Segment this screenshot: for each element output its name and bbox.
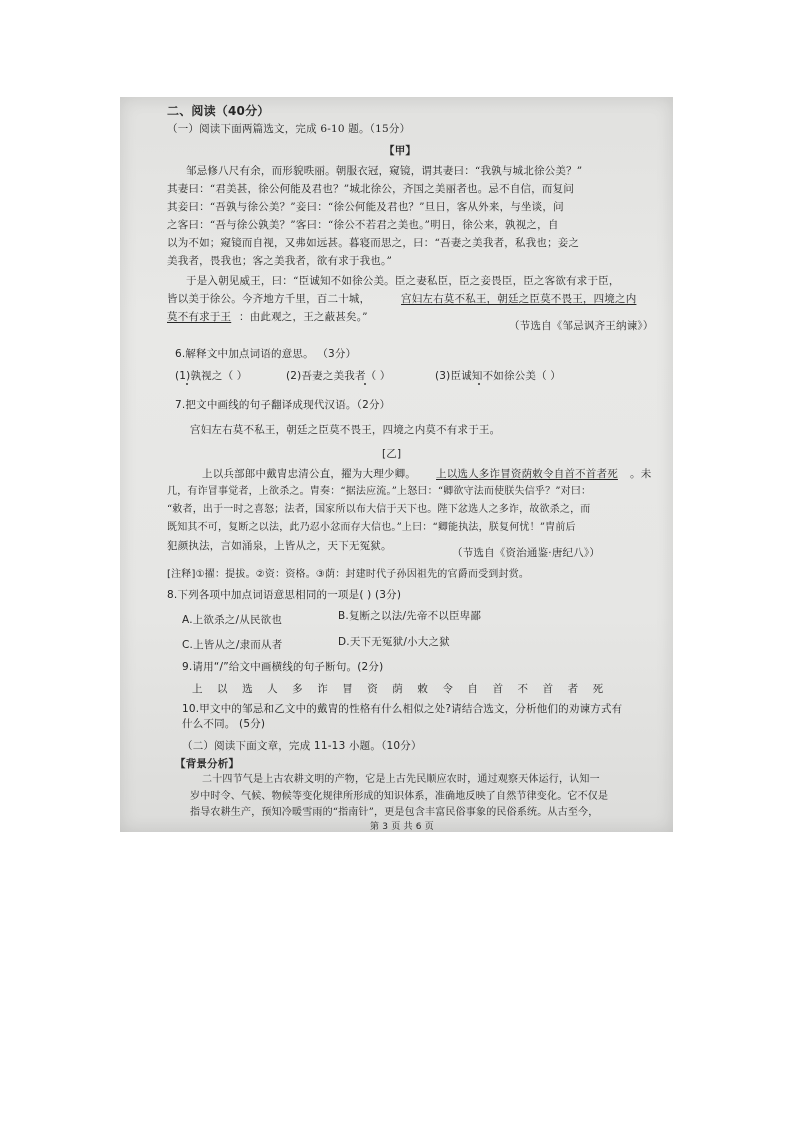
question-10-line-1: 10.甲文中的邹忌和乙文中的戴胄的性格有什么相似之处?请结合选文，分析他们的劝谏方式有 bbox=[182, 703, 623, 715]
passage-yi-label: [乙] bbox=[382, 448, 402, 460]
passage-line: 。未 bbox=[630, 468, 652, 480]
emphasis-dot bbox=[478, 383, 480, 385]
passage-line: 美我者，畏我也；客之美我者，欲有求于我也。” bbox=[167, 255, 393, 267]
annotation-note: [注释]①擢：提拔。②资：资格。③荫：封建时代子孙因祖先的官爵而受到封赏。 bbox=[167, 569, 530, 580]
passage-line: 犯颜执法，言如涌泉，上皆从之，天下无冤狱。 bbox=[167, 540, 392, 552]
q8-option-b: B.复断之以法/先帝不以臣卑鄙 bbox=[338, 610, 482, 622]
passage-line: 既知其不可，复断之以法，此乃忍小忿而存大信也。”上曰：“卿能执法，朕复何忧！”胄前后 bbox=[167, 522, 576, 533]
question-7: 7.把文中画线的句子翻译成现代汉语。（2分） bbox=[175, 399, 391, 411]
underlined-sentence: 上以选人多诈冒资荫敕令自首不首者死 bbox=[436, 468, 618, 480]
emphasis-dot bbox=[186, 383, 188, 385]
passage-line: 以为不如；窥镜而自视，又弗如远甚。暮寝而思之，曰：“吾妻之美我者，私我也；妾之 bbox=[167, 237, 580, 249]
passage-line: 邹忌修八尺有余，而形貌昳丽。朝服衣冠，窥镜，谓其妻曰：“我孰与城北徐公美？” bbox=[186, 165, 583, 177]
emphasis-dot bbox=[364, 383, 366, 385]
reading-two-instruction: （二）阅读下面文章，完成 11-13 小题。（10分） bbox=[182, 740, 422, 752]
passage-line: 二十四节气是上古农耕文明的产物，它是上古先民顺应农时，通过观察天体运行，认知一 bbox=[202, 774, 600, 785]
passage-line: 指导农耕生产，预知冷暖雪雨的“指南针”，更是包含丰富民俗事象的民俗系统。从古至今， bbox=[190, 807, 599, 818]
passage-jia-label: 【甲】 bbox=[384, 145, 417, 157]
passage-line: 岁中时令、气候、物候等变化规律所形成的知识体系，准确地反映了自然节律变化。它不仅是 bbox=[190, 791, 609, 802]
passage-line: ：由此观之，王之蔽甚矣。” bbox=[239, 311, 368, 323]
passage-line: 皆以美于徐公。今齐地方千里，百二十城， bbox=[167, 293, 371, 305]
background-label: 【背景分析】 bbox=[175, 758, 240, 770]
q8-option-c: C.上皆从之/隶而从者 bbox=[182, 639, 283, 651]
passage-line: 其妻曰：“君美甚，徐公何能及君也？”城北徐公，齐国之美丽者也。忌不自信，而复问 bbox=[167, 183, 575, 195]
passage-jia-source: （节选自《邹忌讽齐王纳谏》） bbox=[509, 320, 654, 332]
passage-line: 之客曰：“吾与徐公孰美？”客曰：“徐公不若君之美也。”明日，徐公来，孰视之，自 bbox=[167, 219, 559, 231]
passage-line: “敕者，出于一时之喜怒；法者，国家所以布大信于天下也。陛下忿选人之多诈，故欲杀之，而 bbox=[167, 504, 591, 515]
question-10-line-2: 什么不同。 (5分) bbox=[182, 718, 266, 730]
page-footer: 第 3 页 共 6 页 bbox=[370, 822, 434, 832]
passage-line: 上以兵部郎中戴胄忠清公直，擢为大理少卿。 bbox=[202, 468, 416, 480]
passage-yi-source: （节选自《资治通鉴·唐纪八》） bbox=[452, 547, 601, 559]
section-title: 二、阅读（40分） bbox=[167, 104, 270, 118]
underlined-sentence-end: 莫不有求于王 bbox=[167, 311, 232, 323]
passage-line: 其妾曰：“吾孰与徐公美？”妾曰：“徐公何能及君也？”旦日，客从外来，与坐谈，问 bbox=[167, 201, 564, 213]
q8-option-a: A.上欲杀之/从民欲也 bbox=[182, 614, 283, 626]
passage-line: 于是入朝见威王，曰：“臣诚知不如徐公美。臣之妻私臣，臣之妾畏臣，臣之客欲有求于臣， bbox=[186, 275, 620, 287]
q6-item-3: (3)臣诚知不如徐公美（ ） bbox=[435, 370, 562, 382]
reading-one-instruction: （一）阅读下面两篇选文，完成 6-10 题。（15分） bbox=[167, 123, 411, 135]
question-8: 8.下列各项中加点词语意思相同的一项是( ) (3分) bbox=[167, 589, 402, 601]
q6-item-1: (1)孰视之（ ） bbox=[175, 370, 248, 382]
q7-sentence: 宫妇左右莫不私王，朝廷之臣莫不畏王，四境之内莫不有求于王。 bbox=[190, 424, 501, 436]
q6-item-2: (2)吾妻之美我者（ ） bbox=[286, 370, 391, 382]
underlined-sentence: 宫妇左右莫不私王，朝廷之臣莫不畏王，四境之内 bbox=[401, 293, 637, 305]
question-9: 9.请用“/”给文中画横线的句子断句。(2分) bbox=[182, 661, 384, 673]
q8-option-d: D.天下无冤狱/小大之狱 bbox=[338, 636, 450, 648]
passage-line: 几，有诈冒事觉者，上欲杀之。胄奏：“据法应流。”上怒曰：“卿欲守法而使朕失信乎？”对曰： bbox=[167, 486, 592, 497]
question-6: 6.解释文中加点词语的意思。 （3分） bbox=[175, 348, 357, 360]
scanned-exam-page bbox=[120, 97, 673, 832]
q9-sentence: 上 以 选 人 多 诈 冒 资 荫 敕 令 自 首 不 首 者 死 bbox=[192, 683, 609, 695]
